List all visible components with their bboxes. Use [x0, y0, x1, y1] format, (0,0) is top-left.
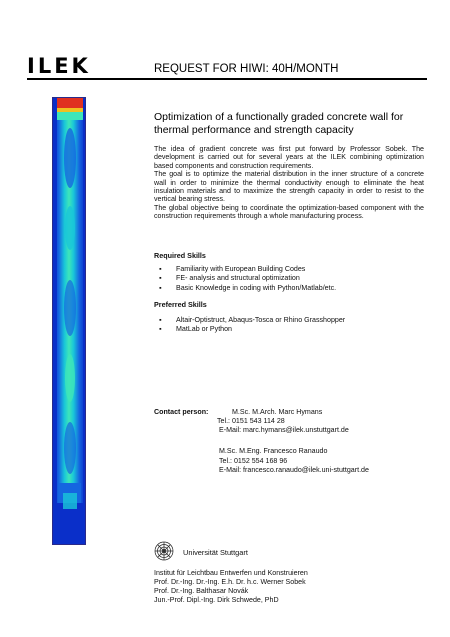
contact-1-email[interactable]: E-Mail: marc.hymans@ilek.unstuttgart.de	[219, 426, 349, 434]
description-paragraph: The idea of gradient concrete was first put forward by Professor Sobek. The development is carried out for several years at the ILEK combining optimization based components and construction requirements.	[154, 145, 424, 170]
bullet-icon: ▪	[159, 274, 162, 283]
contact-2-tel: Tel.: 0152 554 168 96	[219, 457, 288, 465]
list-item: ▪ Basic Knowledge in coding with Python/Matlab/etc.	[159, 283, 337, 292]
project-description	[154, 145, 424, 221]
description-paragraph: The global objective being to coordinate the optimization-based component with the construction requirements through a whole manufacturing process.	[154, 203, 424, 221]
bullet-icon: ▪	[159, 325, 162, 334]
bullet-icon: ▪	[159, 316, 162, 324]
contact-1-tel: Tel.: 0151 543 114 28	[217, 417, 285, 425]
required-skills-list	[154, 265, 424, 293]
contact-2-email[interactable]: E-Mail: francesco.ranaudo@ilek.uni-stuttgart.de	[219, 466, 369, 474]
institute-line: Prof. Dr.-Ing. Dr.-Ing. E.h. Dr. h.c. Werner Sobek	[154, 577, 306, 586]
bullet-icon: ▪	[159, 265, 162, 273]
contact-1-name: M.Sc. M.Arch. Marc Hymans	[232, 408, 323, 416]
fe-analysis-figure	[52, 97, 86, 545]
institute-line: Institut für Leichtbau Entwerfen und Konstruieren	[154, 569, 308, 577]
list-item: ▪ Altair-Optistruct, Abaqus-Tosca or Rhino Grasshopper	[159, 316, 346, 324]
university-seal-icon	[154, 541, 174, 561]
institute-line: Prof. Dr.-Ing. Balthasar Novák	[154, 586, 249, 595]
university-name: Universität Stuttgart	[183, 548, 248, 557]
preferred-skills-heading: Preferred Skills	[154, 300, 207, 309]
project-title: Optimization of a functionally graded concrete wall for thermal performance and strength capacity	[154, 111, 404, 136]
contact-label: Contact person:	[154, 408, 209, 416]
preferred-skills-list	[154, 316, 424, 335]
list-item: ▪ FE- analysis and structural optimization	[159, 274, 300, 283]
ilek-logo: ILEK	[27, 54, 91, 78]
list-item: ▪ MatLab or Python	[159, 325, 232, 334]
header-divider	[27, 78, 427, 80]
fe-contour-plot	[53, 98, 86, 545]
institute-line: Jun.-Prof. Dipl.-Ing. Dirk Schwede, PhD	[154, 595, 279, 604]
description-paragraph: The goal is to optimize the material distribution in the inner structure of a concrete wall in order to minimize the thermal conductivity enough to eliminate the heat insulation materials and to maximize the strength capacity in order to resist to the vertical bearing stress.	[154, 170, 424, 204]
bullet-icon: ▪	[159, 283, 162, 292]
contact-2-name: M.Sc. M.Eng. Francesco Ranaudo	[219, 447, 328, 455]
required-skills-heading: Required Skills	[154, 251, 206, 260]
page-title: REQUEST FOR HIWI: 40H/MONTH	[154, 63, 339, 75]
list-item: ▪ Familiarity with European Building Codes	[159, 265, 306, 273]
institute-info	[154, 569, 308, 605]
